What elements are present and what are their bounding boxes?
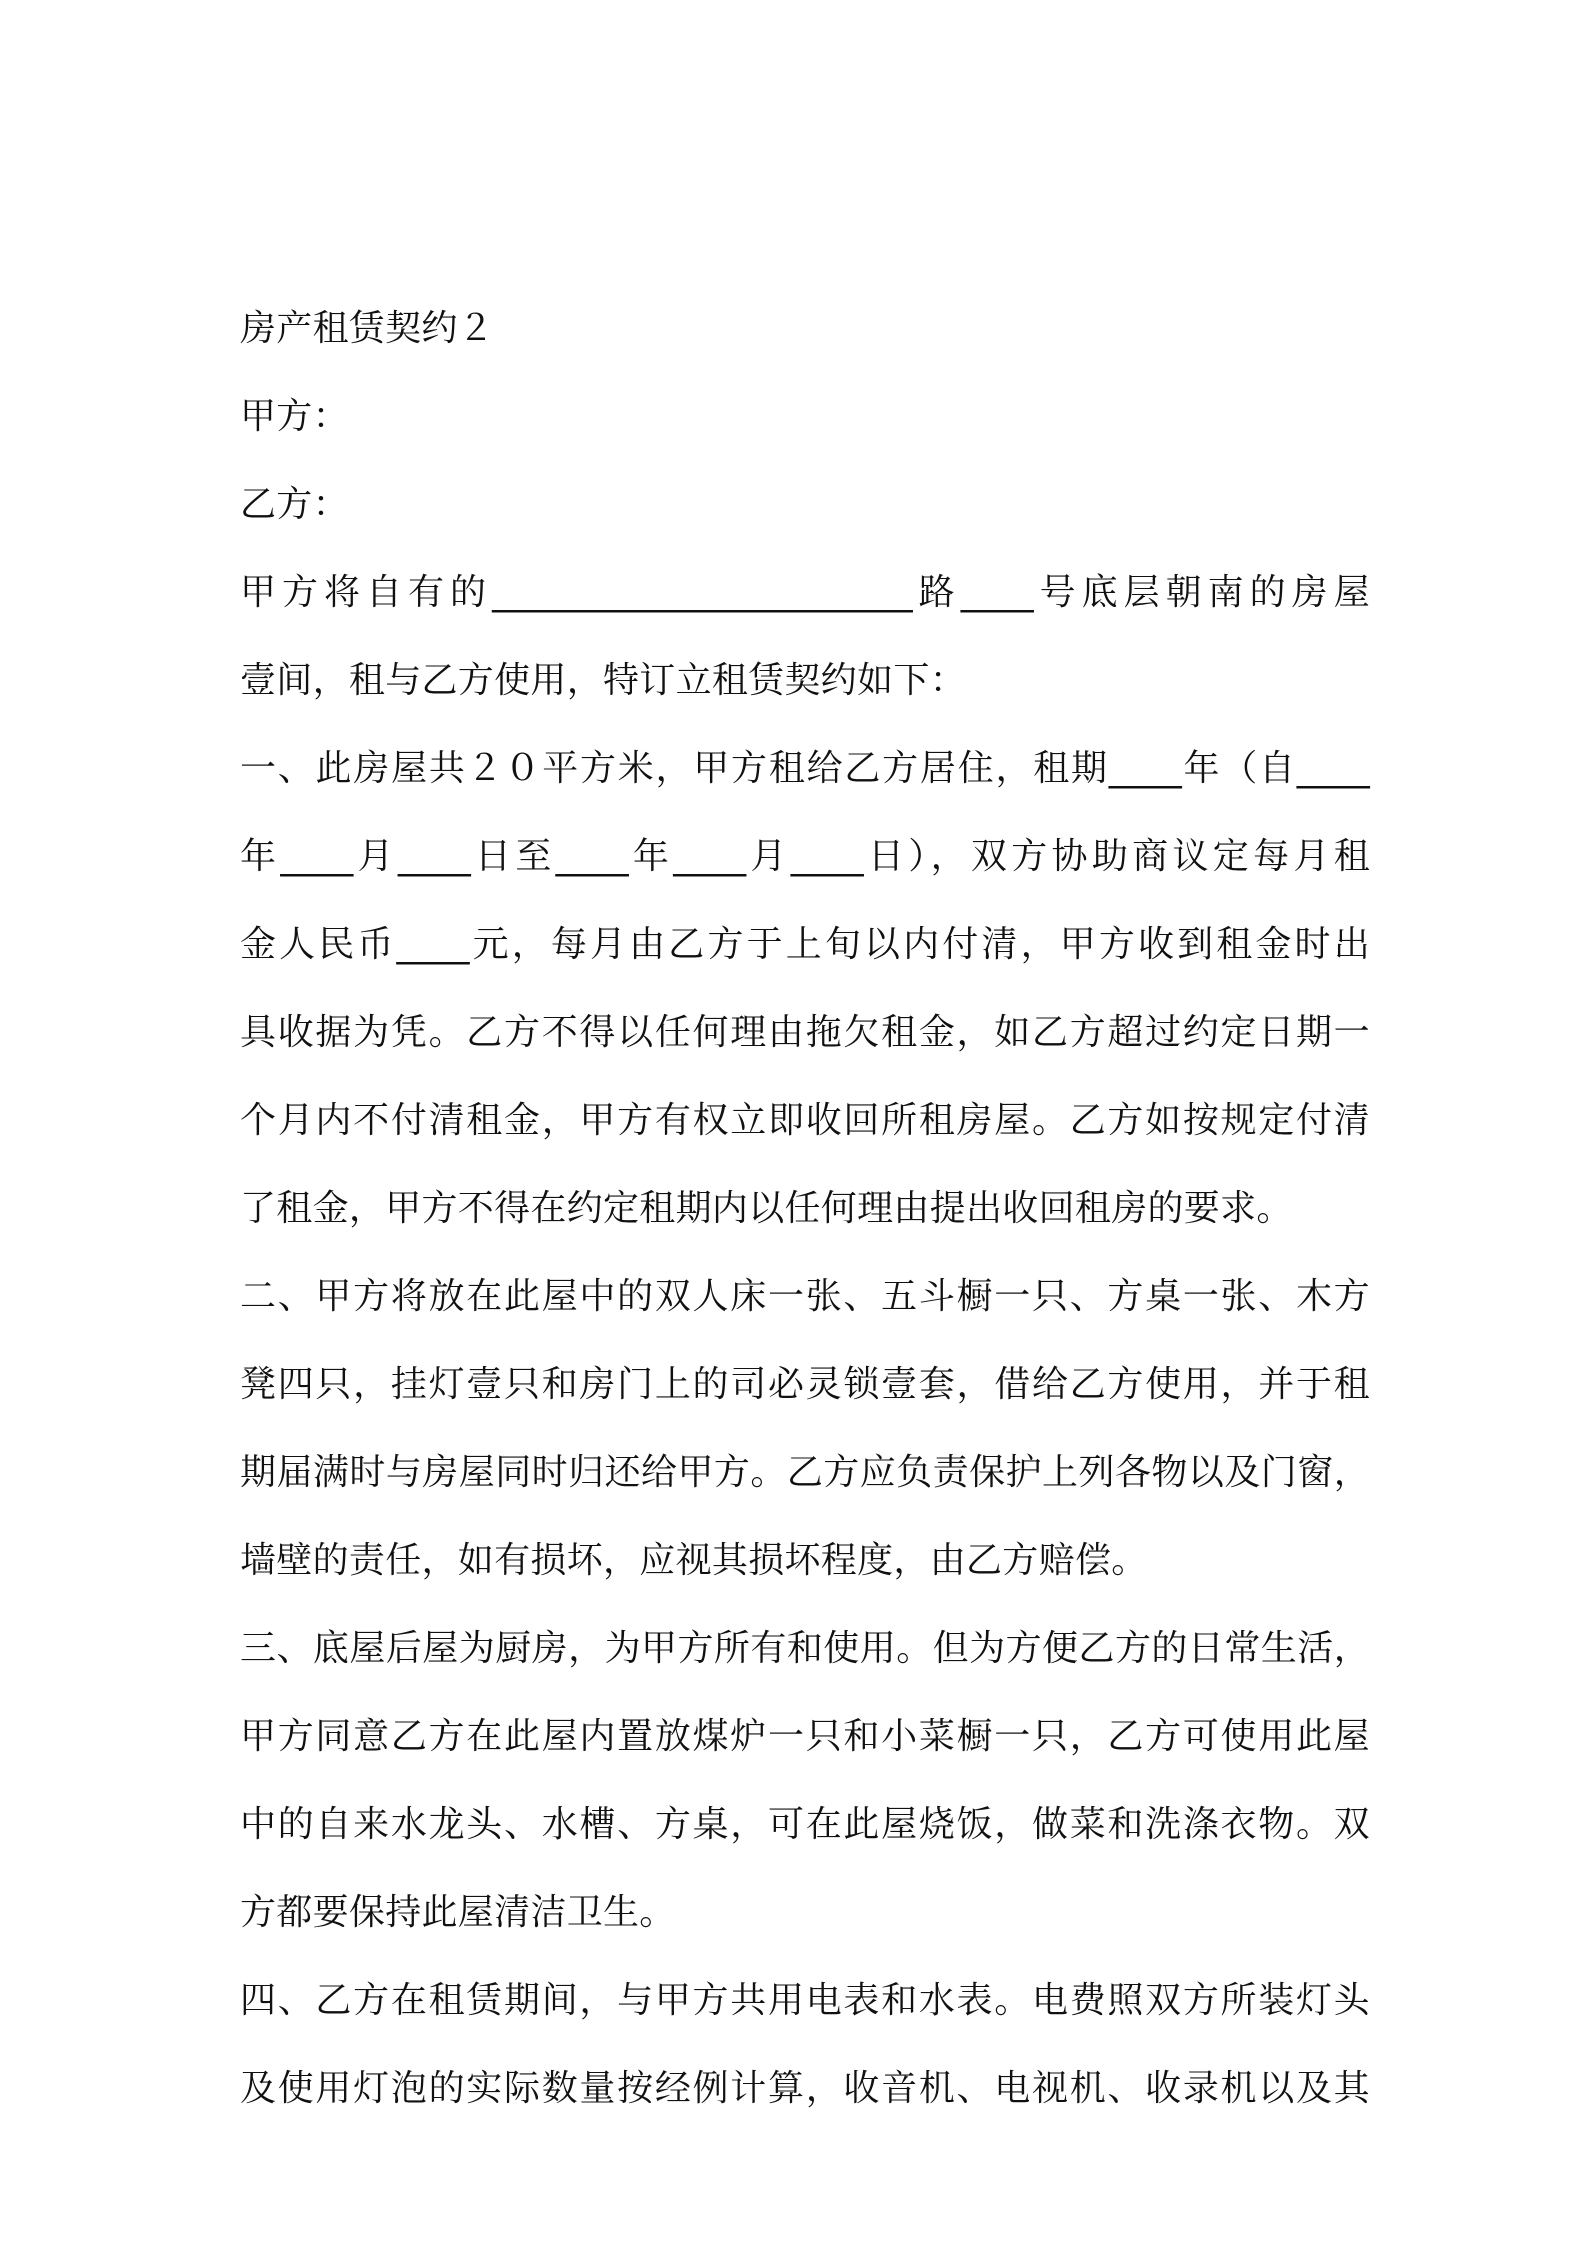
party-b-label: 乙方：	[240, 484, 349, 525]
body-line: 墙壁的责任，如有损坏，应视其损坏程度，由乙方赔偿。	[240, 1540, 1148, 1581]
body-line: 具收据为凭。乙方不得以任何理由拖欠租金，如乙方超过约定日期一	[240, 1012, 1370, 1053]
document-page	[240, 285, 1370, 2133]
body-line: 期届满时与房屋同时归还给甲方。乙方应负责保护上列各物以及门窗，	[240, 1452, 1370, 1493]
body-line: 金人民币____元，每月由乙方于上旬以内付清，甲方收到租金时出	[240, 924, 1370, 965]
body-line: 一、此房屋共２０平方米，甲方租给乙方居住，租期____年（自____	[240, 748, 1370, 789]
body-line: 了租金，甲方不得在约定租期内以任何理由提出收回租房的要求。	[240, 1188, 1293, 1229]
document-title: 房产租赁契约２	[240, 308, 495, 349]
party-a-label: 甲方：	[240, 396, 349, 437]
body-line: 四、乙方在租赁期间，与甲方共用电表和水表。电费照双方所装灯头	[240, 1980, 1370, 2021]
body-line: 年____月____日至____年____月____日），双方协助商议定每月租	[240, 836, 1370, 877]
body-line: 个月内不付清租金，甲方有权立即收回所租房屋。乙方如按规定付清	[240, 1100, 1370, 1141]
body-line: 方都要保持此屋清洁卫生。	[240, 1892, 676, 1933]
body-line: 甲方将自有的_______________________路____号底层朝南的房屋	[240, 572, 1370, 613]
body-line: 及使用灯泡的实际数量按经例计算，收音机、电视机、收录机以及其	[240, 2068, 1370, 2109]
body-line: 壹间，租与乙方使用，特订立租赁契约如下：	[240, 660, 967, 701]
body-line: 中的自来水龙头、水槽、方桌，可在此屋烧饭，做菜和洗涤衣物。双	[240, 1804, 1370, 1845]
body-line: 凳四只，挂灯壹只和房门上的司必灵锁壹套，借给乙方使用，并于租	[240, 1364, 1370, 1405]
body-line: 三、底屋后屋为厨房，为甲方所有和使用。但为方便乙方的日常生活，	[240, 1628, 1370, 1669]
body-line: 二、甲方将放在此屋中的双人床一张、五斗橱一只、方桌一张、木方	[240, 1276, 1370, 1317]
body-line: 甲方同意乙方在此屋内置放煤炉一只和小菜橱一只，乙方可使用此屋	[240, 1716, 1370, 1757]
